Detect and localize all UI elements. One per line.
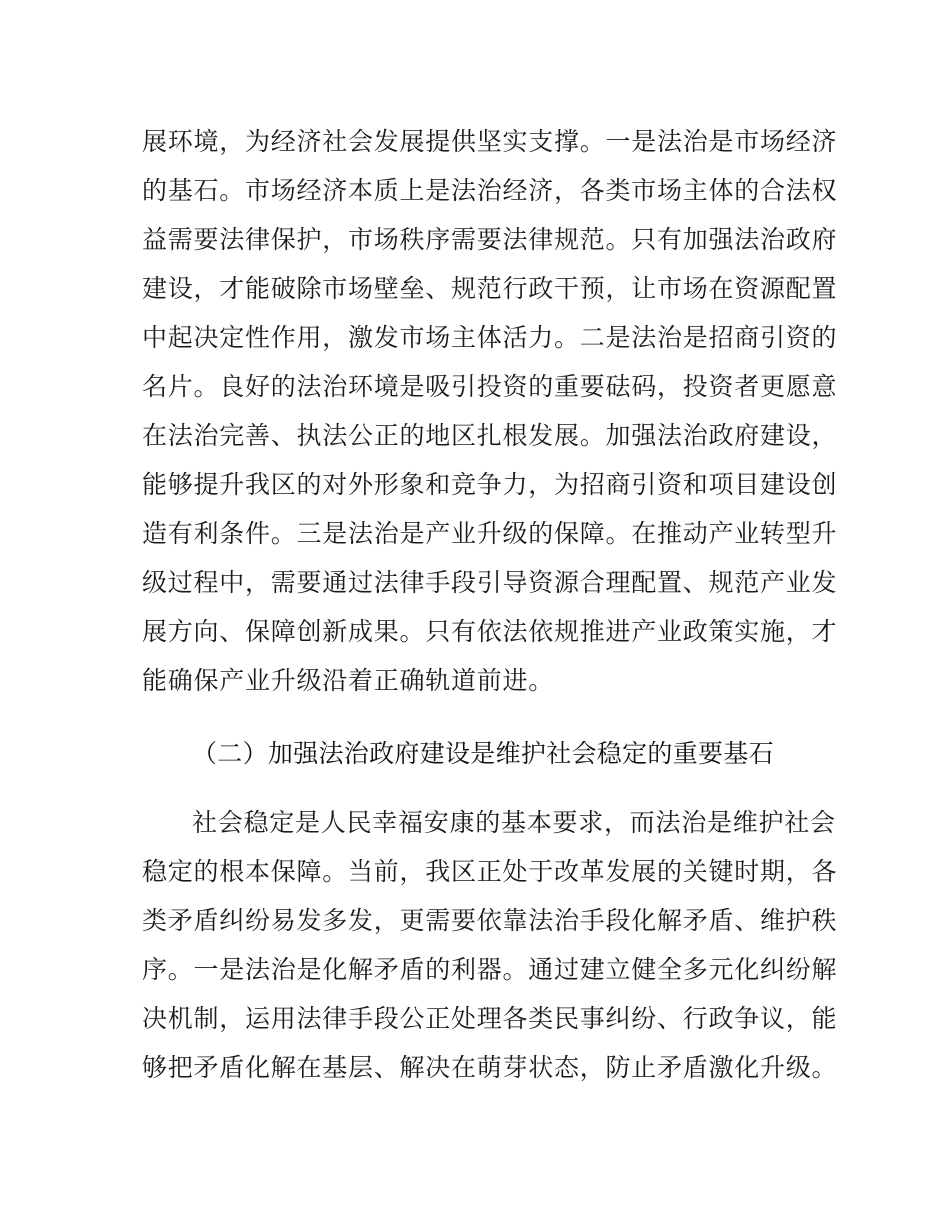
paragraph-2-line-2: 稳定的根本保障。当前，我区正处于改革发展的关键时期，各	[142, 857, 838, 886]
section-heading: （二）加强法治政府建设是维护社会稳定的重要基石	[192, 739, 774, 768]
paragraph-1-line-9: 造有利条件。三是法治是产业升级的保障。在推动产业转型升	[142, 519, 838, 548]
paragraph-1-line-12: 能确保产业升级沿着正确轨道前进。	[142, 666, 555, 695]
paragraph-1-line-4: 建设，才能破除市场壁垒、规范行政干预，让市场在资源配置	[142, 274, 838, 303]
paragraph-1-line-11: 展方向、保障创新成果。只有依法依规推进产业政策实施，才	[142, 617, 838, 646]
paragraph-1-line-8: 能够提升我区的对外形象和竞争力，为招商引资和项目建设创	[142, 470, 838, 499]
paragraph-1-line-10: 级过程中，需要通过法律手段引导资源合理配置、规范产业发	[142, 568, 838, 597]
paragraph-2-line-4: 序。一是法治是化解矛盾的利器。通过建立健全多元化纠纷解	[142, 955, 838, 984]
paragraph-1-line-3: 益需要法律保护，市场秩序需要法律规范。只有加强法治政府	[142, 225, 838, 254]
paragraph-2-line-6: 够把矛盾化解在基层、解决在萌芽状态，防止矛盾激化升级。	[142, 1053, 838, 1082]
paragraph-2-line-3: 类矛盾纠纷易发多发，更需要依靠法治手段化解矛盾、维护秩	[142, 906, 838, 935]
paragraph-1-line-7: 在法治完善、执法公正的地区扎根发展。加强法治政府建设，	[142, 421, 838, 450]
paragraph-1-line-2: 的基石。市场经济本质上是法治经济，各类市场主体的合法权	[142, 176, 838, 205]
paragraph-1-line-6: 名片。良好的法治环境是吸引投资的重要砝码，投资者更愿意	[142, 372, 838, 401]
paragraph-2-line-1: 社会稳定是人民幸福安康的基本要求，而法治是维护社会	[192, 808, 836, 837]
paragraph-2-line-5: 决机制，运用法律手段公正处理各类民事纠纷、行政争议，能	[142, 1004, 838, 1033]
paragraph-1-line-1: 展环境，为经济社会发展提供坚实支撑。一是法治是市场经济	[142, 127, 838, 156]
paragraph-1-line-5: 中起决定性作用，激发市场主体活力。二是法治是招商引资的	[142, 323, 838, 352]
